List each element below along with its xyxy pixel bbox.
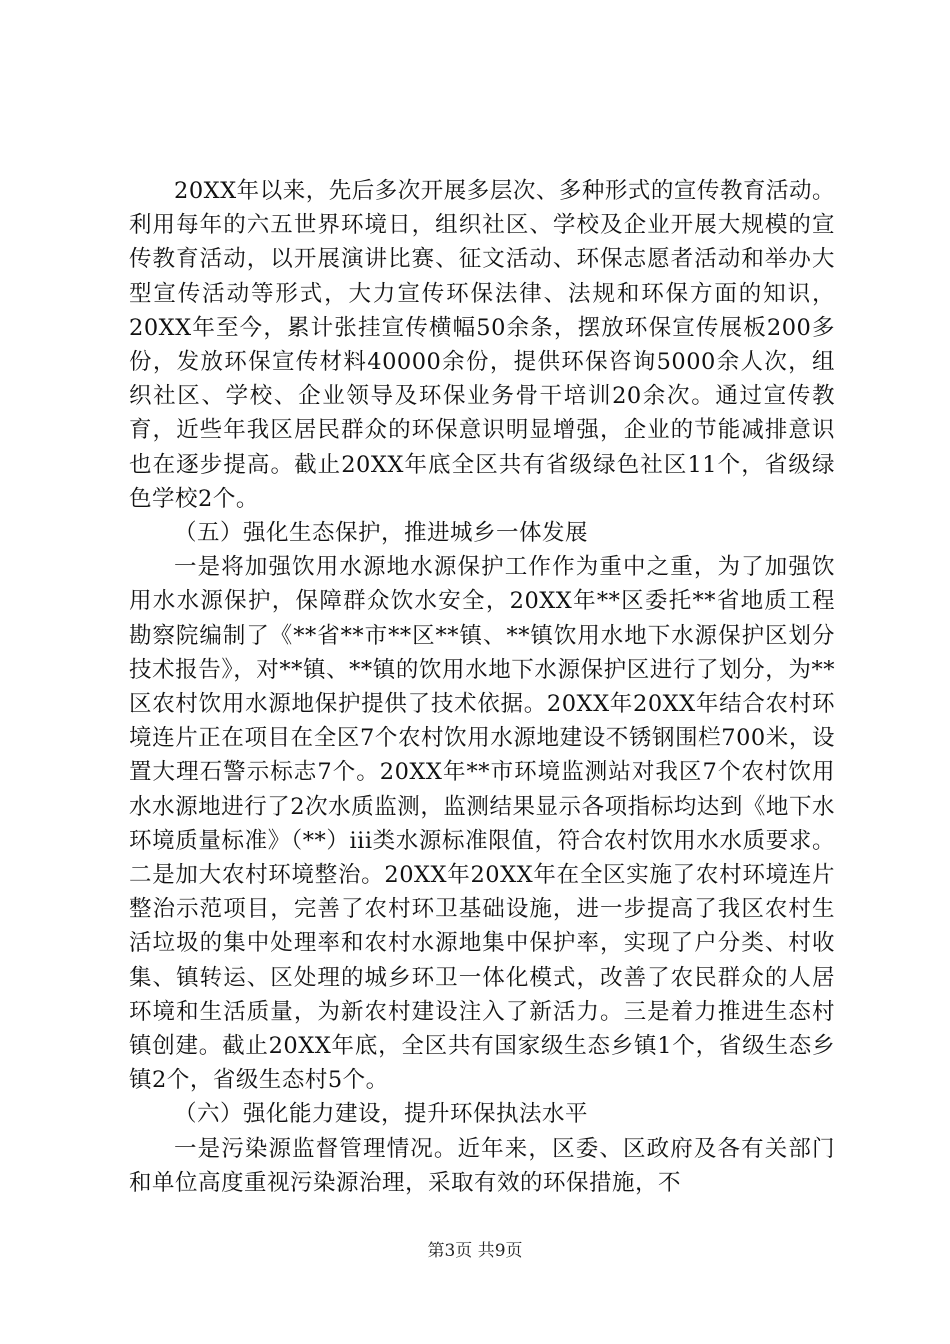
page-number-footer: 第3页 共9页 xyxy=(427,1241,523,1261)
paragraph-pollution-supervision: 一是污染源监督管理情况。近年来，区委、区政府及各有关部门和单位高度重视污染源治理，采取有效的环保措施，不 xyxy=(129,1135,835,1196)
paragraph-water-source-protection: 一是将加强饮用水源地水源保护工作作为重中之重，为了加强饮用水水源保护，保障群众饮水安全，20XX年**区委托**省地质工程勘察院编制了《**省**市**区**镇、**镇饮用水地下水源保护区划分技术报告》，对**镇、**镇的饮用水地下水源保护区进行了划分，为**区农村饮用水源地保护提供了技术依据。20XX年20XX年结合农村环境连片正在项目在全区7个农村饮用水源地建设不锈钢围栏700米，设置大理石警示标志7个。20XX年**市环境监测站对我区7个农村饮用水水源地进行了2次水质监测，监测结果显示各项指标均达到《地下水环境质量标准》（**）iii类水源标准限值，符合农村饮用水水质要求。二是加大农村环境整治。20XX年20XX年在全区实施了农村环境连片整治示范项目，完善了农村环卫基础设施，进一步提高了我区农村生活垃圾的集中处理率和农村水源地集中保护率，实现了户分类、村收集、镇转运、区处理的城乡环卫一体化模式，改善了农民群众的人居环境和生活质量，为新农村建设注入了新活力。三是着力推进生态村镇创建。截止20XX年底，全区共有国家级生态乡镇1个，省级生态乡镇2个，省级生态村5个。 xyxy=(129,554,835,1094)
section-heading-capacity-building: （六）强化能力建设，提升环保执法水平 xyxy=(174,1101,589,1128)
document-body xyxy=(129,174,835,1200)
section-heading-ecological-protection: （五）强化生态保护，推进城乡一体发展 xyxy=(174,520,589,547)
paragraph-publicity-education: 20XX年以来，先后多次开展多层次、多种形式的宣传教育活动。利用每年的六五世界环境日，组织社区、学校及企业开展大规模的宣传教育活动，以开展演讲比赛、征文活动、环保志愿者活动和举办大型宣传活动等形式，大力宣传环保法律、法规和环保方面的知识，20XX年至今，累计张挂宣传横幅50余条，摆放环保宣传展板200多份，发放环保宣传材料40000余份，提供环保咨询5000余人次，组织社区、学校、企业领导及环保业务骨干培训20余次。通过宣传教育，近些年我区居民群众的环保意识明显增强，企业的节能减排意识也在逐步提高。截止20XX年底全区共有省级绿色社区11个，省级绿色学校2个。 xyxy=(129,178,835,512)
